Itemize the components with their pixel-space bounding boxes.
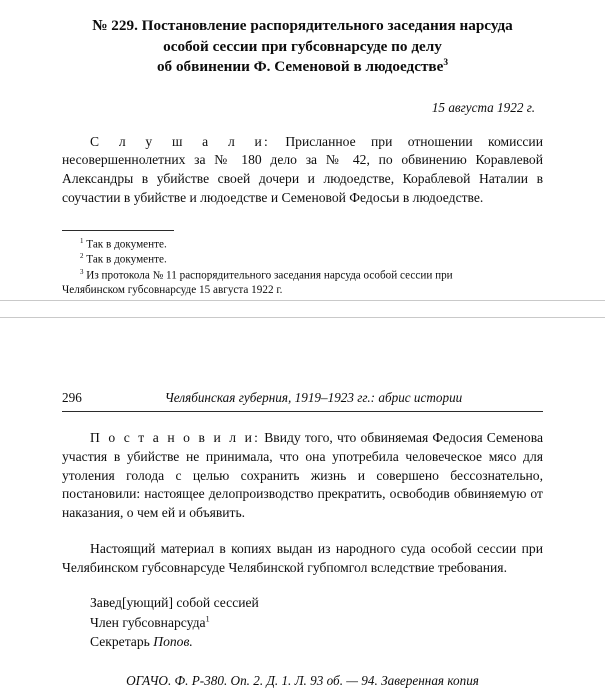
page-number: 296 — [62, 390, 82, 405]
footnote-1-marker: 1 — [80, 236, 84, 245]
running-header — [62, 390, 543, 406]
signature-footnote-marker: 1 — [205, 613, 210, 624]
footnote-1-text: Так в документе. — [83, 238, 167, 251]
page-separator-gap — [0, 300, 605, 318]
signature-line-1: Завед[ующий] собой сессией — [90, 595, 259, 611]
heard-text: Присланное при отношении комиссии несовершеннолетних за № 180 дело за № 42, по обвинению Коравлевой Александры в убийстве своей дочери и людоедстве, Кораблевой Наталии в соучастии в убийстве и людоедстве и Семеновой Федосьи в людоедстве. — [62, 133, 543, 205]
footnote-divider — [62, 230, 174, 231]
footnote-2-marker: 2 — [80, 252, 84, 261]
resolution-label: П о с т а н о в и л и: — [90, 430, 261, 445]
footnote-2-text: Так в документе. — [83, 253, 167, 266]
title-line-1: № 229. Постановление распорядительного заседания нарсуда — [92, 17, 513, 34]
footnote-3 — [62, 268, 543, 284]
title-footnote-marker: 3 — [443, 58, 449, 69]
title-line-2: особой сессии при губсовнарсуде по делу — [163, 37, 442, 55]
archive-reference: ОГАЧО. Ф. Р-380. Оп. 2. Д. 1. Л. 93 об. — 94. Заверенная копия — [126, 673, 479, 689]
document-date: 15 августа 1922 г. — [431, 99, 535, 115]
document-top-section — [0, 0, 605, 300]
footnote-3-continuation: Челябинском губсовнарсуде 15 августа 1922 г. — [62, 284, 283, 297]
signature-line-2: Член губсовнарсуда$^1$ — [90, 613, 210, 630]
footnote-1 — [62, 237, 543, 253]
footnote-3-marker: 3 — [80, 267, 84, 276]
footnote-2 — [62, 252, 543, 268]
page-title — [62, 0, 543, 78]
document-bottom-section — [0, 318, 605, 689]
signature-block — [62, 593, 543, 651]
footnote-3-text: Из протокола № 11 распорядительного заседания нарсуда особой сессии при — [83, 269, 453, 282]
secretary-name: Попов. — [153, 633, 193, 649]
heard-paragraph — [62, 133, 543, 208]
material-paragraph: Настоящий материал в копиях выдан из народного суда особой сессии при Челябинском губсовнарсуде Челябинской губпомгол вследствие требования. — [62, 540, 543, 575]
resolution-text: Ввиду того, что обвиняемая Федосия Семенова участия в убийстве не принимала, что она употребила человеческое мясо для утоления голода с целью сохранить жизнь и совершено бессознательно, постановили: настоящее делопроизводство прекратить, освободив обвиняемую от наказания, о чем ей и объявить. — [62, 430, 543, 520]
resolution-paragraph — [62, 429, 543, 523]
page-separator-line-top — [0, 300, 605, 301]
signature-line-3: Секретарь Попов. — [90, 633, 193, 649]
running-header-rule — [62, 411, 543, 412]
title-line-3: об обвинении Ф. Семеновой в людоедстве$^3$ — [156, 58, 449, 76]
running-title: Челябинская губерния, 1919–1923 гг.: абрис истории — [164, 390, 463, 405]
heard-label: С л у ш а л и: — [90, 133, 270, 149]
